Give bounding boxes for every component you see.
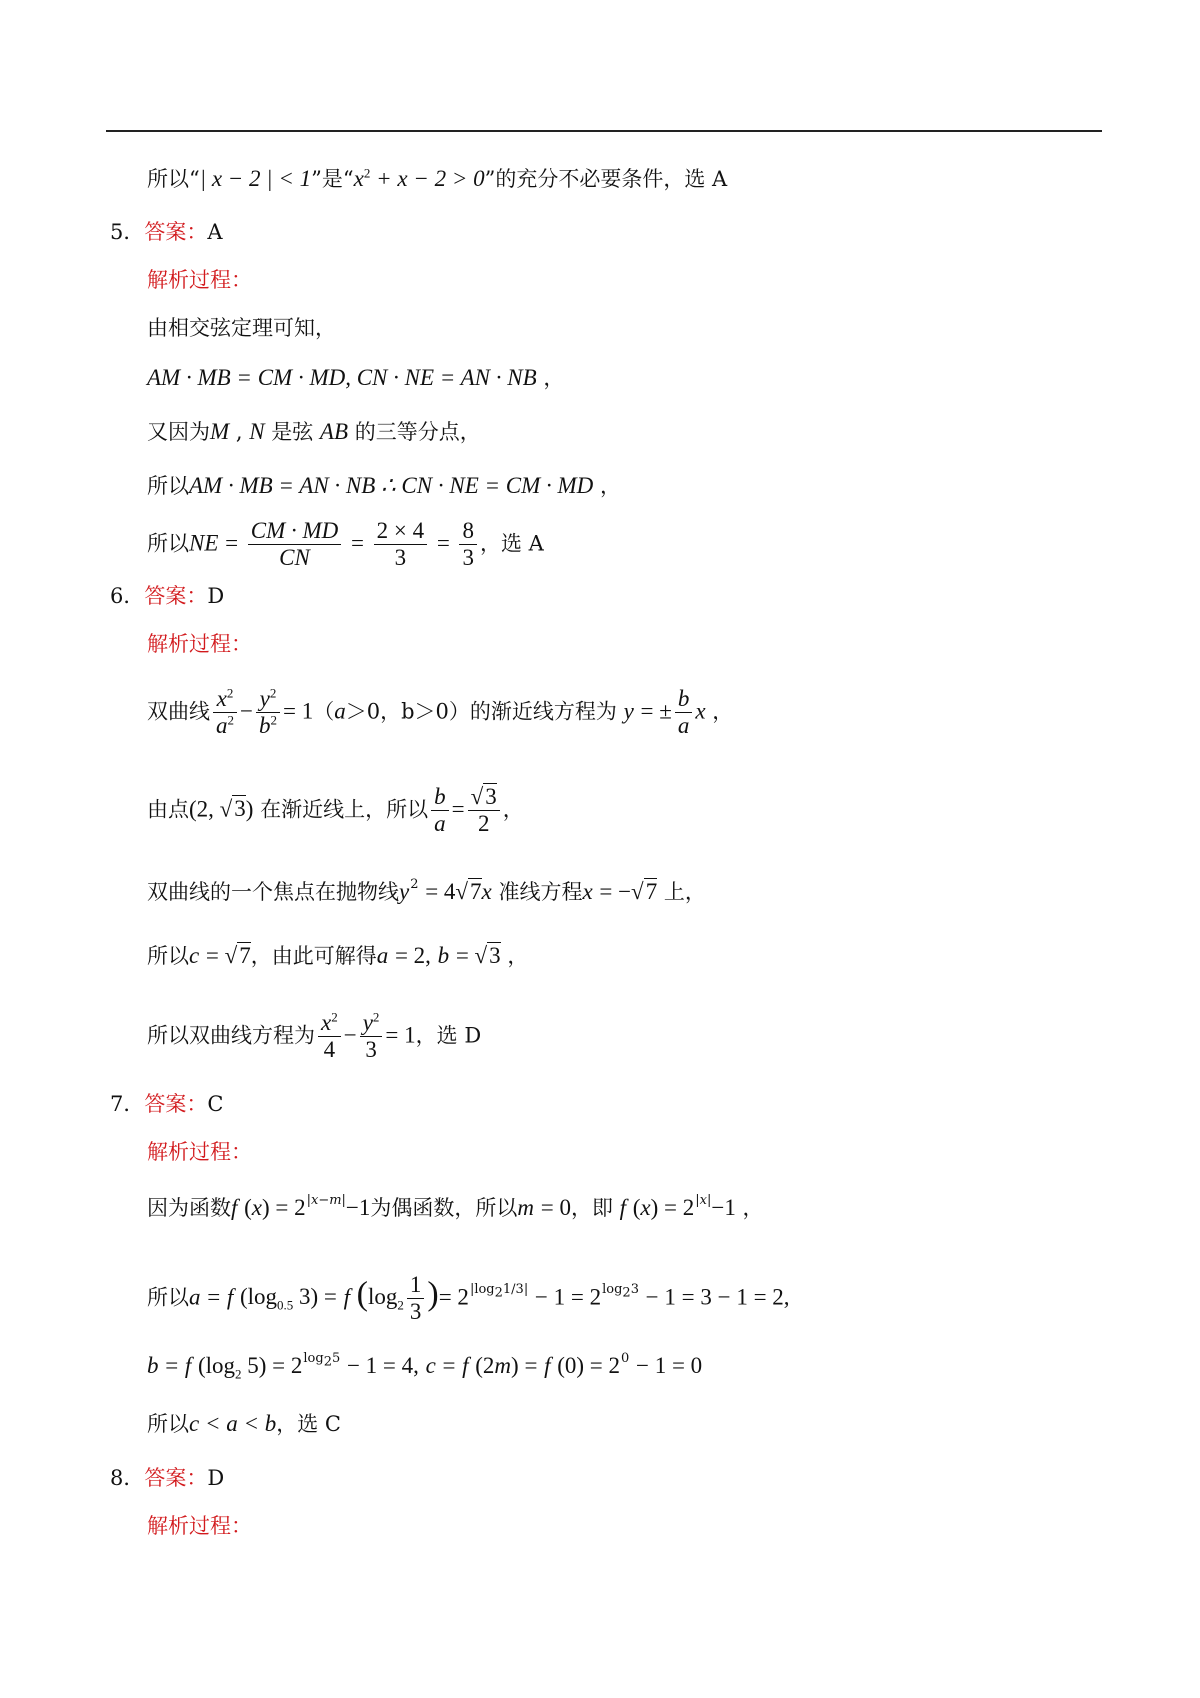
text: （: [313, 699, 335, 724]
text: ，选 C: [276, 1412, 341, 1436]
answer-6-heading: [110, 584, 224, 609]
text: 上，: [663, 880, 706, 904]
text-line: 由相交弦定理可知，: [147, 316, 336, 340]
text: 所以双曲线方程为: [147, 1023, 315, 1048]
question-number: 7．: [110, 1092, 145, 1116]
text: ，选 A: [479, 531, 544, 556]
formula-line: AM · MB = CM · MD, CN · NE = AN · NB ，: [147, 365, 565, 390]
formula-quadratic: $x^2 + x - 2 > 0$: [353, 165, 485, 191]
answer-label: 答案：: [144, 1092, 208, 1116]
text: ，由此可解得: [250, 944, 377, 968]
question-number: 5．: [110, 220, 145, 244]
answer-label: 答案：: [144, 1466, 208, 1490]
formula-line: 所以NE = $\frac{CM \cdot MD}{CN}$ = $\frac{2 \times 4}{3}$ = $\frac{8}{3}$ ，选 A: [147, 518, 544, 571]
text: ”是“: [311, 167, 354, 191]
answer-label: 答案：: [144, 584, 208, 608]
text: 因为函数: [147, 1196, 231, 1220]
formula-line: 双曲线的一个焦点在抛物线$y^2 = 4√7x$ 准线方程x = −√7 上，: [147, 877, 706, 904]
question-number: 8．: [110, 1466, 145, 1490]
analysis-label: 解析过程：: [147, 1140, 252, 1164]
formula-line: 因为函数f $(x) = 2^{|x-m|}-1$为偶函数，所以m = 0，即 f $(x) = 2^{|x|}-1$ ，: [147, 1193, 764, 1220]
text: 所以“: [147, 167, 200, 191]
text: ”的充分不必要条件，选 A: [484, 167, 728, 191]
formula-line: b = f ($\log_2$ $5) = 2^{log_25} - 1 = 4$, c = f (2m) = f $(0) = 2^0 - 1 = 0$: [147, 1351, 703, 1382]
text: 所以: [147, 1285, 189, 1310]
question-number: 6．: [110, 584, 145, 608]
header-rule: [106, 130, 1102, 132]
analysis-label: 解析过程：: [147, 1514, 252, 1538]
analysis-label: 解析过程：: [147, 268, 252, 292]
text: 的三等分点，: [354, 420, 481, 444]
answer-5-heading: [110, 220, 223, 245]
formula-line: 所以a = f ($\log_{0.5}$ 3) = f ($\log_2$ $\frac{1}{3}$ )= $2^{|log_21/3|} - 1 = 2^{log_23} - 1 = 3 - 1 = 2$,: [147, 1272, 790, 1325]
text: 为偶函数，所以: [370, 1196, 518, 1220]
answer-value: C: [207, 1092, 224, 1116]
answer-value: A: [207, 220, 223, 244]
text: 双曲线的一个焦点在抛物线: [147, 880, 399, 904]
analysis-label: 解析过程：: [147, 632, 252, 656]
answer-7-heading: [110, 1092, 223, 1117]
formula-line: 由点(2, √3) 在渐近线上，所以 $\frac{b}{a}$ = $\frac{√3}{2}$ ，: [147, 784, 524, 837]
formula-line: 所以c = √7，由此可解得a = 2, b = √3 ，: [147, 943, 529, 968]
formula-line: 所以双曲线方程为 $\frac{x^2}{4}$ − $\frac{y^2}{3}$ = 1，选 D: [147, 1009, 482, 1063]
text: ，即: [570, 1196, 613, 1220]
text: 所以: [147, 944, 189, 968]
answer-value: D: [207, 1466, 225, 1490]
text: 所以: [147, 531, 189, 556]
text: 所以: [147, 474, 189, 498]
formula-line: 所以c < a < b，选 C: [147, 1411, 341, 1436]
text: ，b＞0）的渐近线方程为: [380, 699, 617, 724]
text: 由点: [147, 797, 189, 822]
text: ，选 D: [415, 1023, 482, 1048]
answer-label: 答案：: [144, 220, 208, 244]
text-line: 又因为M , N 是弦 AB 的三等分点，: [147, 419, 481, 444]
text: 所以: [147, 1412, 189, 1436]
formula-line: 所以AM · MB = AN · NB ∴ CN · NE = CM · MD ，: [147, 473, 621, 498]
text: 准线方程: [498, 880, 583, 904]
text: 又因为: [147, 420, 210, 444]
text-line-condition: [147, 165, 727, 193]
formula-line: 双曲线 $\frac{x^2}{a^2}$ − $\frac{y^2}{b^2}$ = 1（a＞0，b＞0）的渐近线方程为 y = ± $\frac{b}{a}$ x ，: [147, 685, 734, 739]
text: 是弦: [271, 420, 314, 444]
answer-value: D: [207, 584, 225, 608]
answer-8-heading: [110, 1466, 224, 1491]
text: 在渐近线上，所以: [260, 797, 429, 822]
formula-abs: | x − 2 | < 1: [199, 166, 312, 191]
text: 双曲线: [147, 699, 210, 724]
